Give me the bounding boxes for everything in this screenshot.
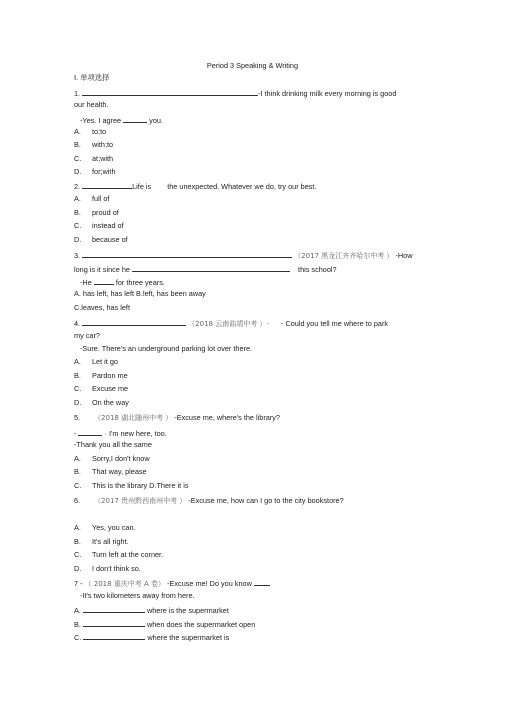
question-1 bbox=[74, 88, 396, 97]
answer-blank bbox=[123, 115, 147, 123]
option: D. On the way bbox=[74, 398, 129, 407]
option: C. This is the library D.There it is bbox=[74, 481, 189, 490]
section-heading: Ⅰ. 单项选择 bbox=[74, 73, 110, 82]
answer-blank bbox=[82, 88, 258, 96]
question-1-reply: -Yes. I agree you. bbox=[80, 116, 163, 125]
option: C. instead of bbox=[74, 221, 124, 230]
question-3-reply: -He for three years. bbox=[80, 278, 165, 287]
question-5-reply: - · I'm new here, too. bbox=[74, 429, 167, 438]
question-2: 2. Life is the unexpected. Whatever we do, try our best. bbox=[74, 182, 317, 191]
option: B. proud of bbox=[74, 208, 119, 217]
option: C. where the supermarket is bbox=[74, 633, 230, 642]
option: B. It's all right. bbox=[74, 537, 129, 546]
option: C.leaves, has left bbox=[74, 303, 130, 312]
option: A. Let it go bbox=[74, 357, 118, 366]
page-title: Period 3 Speaking & Writing bbox=[206, 61, 299, 70]
question-number: 4. bbox=[74, 319, 81, 328]
option: B. Pardon me bbox=[74, 371, 128, 380]
question-number: 2. bbox=[74, 182, 81, 191]
question-6: 6. （2017 贵州黔西南州中考 ） -Excuse me, how can I go to the city bookstore? bbox=[74, 496, 344, 505]
question-4-continued: my car? bbox=[74, 331, 100, 340]
question-1-continued: our health. bbox=[74, 100, 109, 109]
question-source: （2017 贵州黔西南州中考 ） bbox=[94, 497, 187, 505]
option: C. at;with bbox=[74, 154, 114, 163]
option: C. Excuse me bbox=[74, 384, 129, 393]
option: B. with;to bbox=[74, 140, 114, 149]
option: A. full of bbox=[74, 194, 110, 203]
answer-blank bbox=[94, 277, 114, 285]
answer-blank bbox=[78, 428, 102, 436]
option: C. Turn left at the corner. bbox=[74, 550, 164, 559]
answer-blank bbox=[254, 578, 270, 586]
question-number: 6. bbox=[74, 496, 81, 505]
option: D. for;with bbox=[74, 167, 116, 176]
option: A. to;to bbox=[74, 127, 107, 136]
answer-blank bbox=[83, 619, 145, 627]
question-3: 3. （2017 黑龙江齐齐哈尔中考 ） -How bbox=[74, 251, 413, 260]
question-number: 1. bbox=[74, 89, 81, 98]
question-4: 4. （2018 云南曲靖中考 ）- - Could you tell me where to park bbox=[74, 319, 389, 328]
question-source: （2018 云南曲靖中考 ）- bbox=[188, 320, 269, 328]
option: A. has left, has left B.left, has been away bbox=[74, 289, 206, 298]
answer-blank bbox=[132, 264, 290, 272]
question-source: （2017 黑龙江齐齐哈尔中考 ） bbox=[294, 252, 394, 260]
question-4-reply: -Sure. There's an underground parking lot over there. bbox=[80, 344, 253, 353]
answer-blank bbox=[82, 181, 132, 189]
option: A. Sorry,I don't know bbox=[74, 454, 150, 463]
option: D. I don't think so. bbox=[74, 564, 141, 573]
option: A. Yes, you can. bbox=[74, 523, 136, 532]
question-number: 5. bbox=[74, 413, 81, 422]
question-source: （2018 湖北随州中考 ） bbox=[94, 414, 173, 422]
question-text: -I think drinking milk every morning is good bbox=[258, 89, 397, 98]
answer-blank bbox=[83, 632, 145, 640]
question-source: （ 2018 重庆中考 A 卷） bbox=[84, 580, 166, 588]
question-7-reply: -It's two kilometers away from here. bbox=[80, 591, 195, 600]
answer-blank bbox=[83, 605, 145, 613]
question-7: 7 - （ 2018 重庆中考 A 卷） -Excuse me! Do you know bbox=[74, 578, 270, 588]
option: D. because of bbox=[74, 235, 128, 244]
option: B. when does the supermarket open bbox=[74, 620, 256, 629]
question-number: 3. bbox=[74, 251, 81, 260]
question-number: 7 - bbox=[74, 579, 83, 588]
question-5-reply-2: -Thank you all the same bbox=[74, 440, 152, 449]
answer-blank bbox=[82, 318, 186, 326]
question-3-continued: long is it since he this school? bbox=[74, 265, 337, 274]
question-5: 5. （2018 湖北随州中考 ） -Excuse me, where's the library? bbox=[74, 413, 280, 422]
option: B. That way, please bbox=[74, 467, 147, 476]
option: A. where is the supermarket bbox=[74, 606, 229, 615]
answer-blank bbox=[82, 250, 292, 258]
